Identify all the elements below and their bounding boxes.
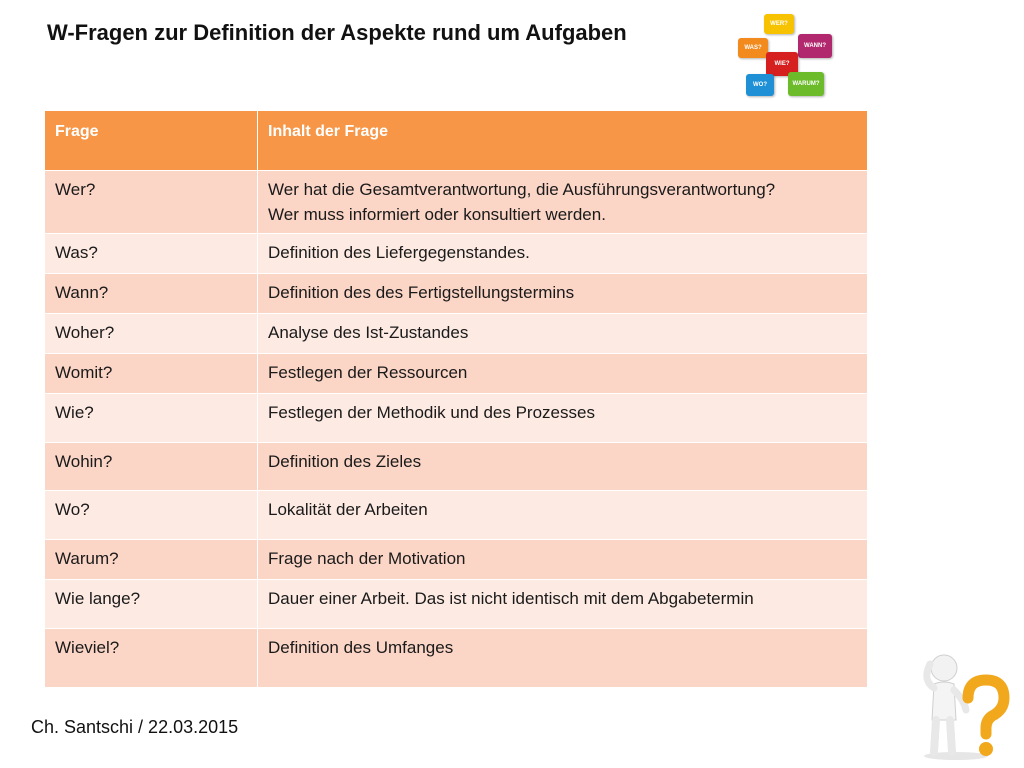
- question-cell: Wie lange?: [45, 580, 258, 629]
- questions-table: [44, 110, 868, 688]
- table-row: [45, 629, 868, 688]
- bubble-wann: WANN?: [798, 34, 832, 58]
- header-inhalt: Inhalt der Frage: [258, 111, 868, 171]
- table-row: [45, 443, 868, 491]
- content-cell: Wer hat die Gesamtverantwortung, die Ausführungsverantwortung? Wer muss informiert oder konsultiert werden.: [258, 171, 868, 234]
- content-cell: Definition des des Fertigstellungstermins: [258, 274, 868, 314]
- footer-author-date: Ch. Santschi / 22.03.2015: [31, 717, 239, 737]
- content-cell: Definition des Umfanges: [258, 629, 868, 688]
- question-cell: Wo?: [45, 491, 258, 540]
- question-cell: Wer?: [45, 171, 258, 234]
- bubble-wer: WER?: [764, 14, 794, 34]
- content-cell: Analyse des Ist-Zustandes: [258, 314, 868, 354]
- table-row: [45, 580, 868, 629]
- table-row: [45, 540, 868, 580]
- content-cell: Festlegen der Methodik und des Prozesses: [258, 394, 868, 443]
- table-row: [45, 354, 868, 394]
- question-cell: Wohin?: [45, 443, 258, 491]
- content-cell: Dauer einer Arbeit. Das ist nicht identisch mit dem Abgabetermin: [258, 580, 868, 629]
- table-header-row: [45, 111, 868, 171]
- question-cell: Wie?: [45, 394, 258, 443]
- bubble-warum: WARUM?: [788, 72, 824, 96]
- content-cell: Definition des Liefergegenstandes.: [258, 234, 868, 274]
- content-cell: Festlegen der Ressourcen: [258, 354, 868, 394]
- content-cell: Definition des Zieles: [258, 443, 868, 491]
- table-row: [45, 491, 868, 540]
- questions-table-container: [44, 110, 867, 688]
- question-cell: Womit?: [45, 354, 258, 394]
- thinking-figure-question-mark-icon: [916, 650, 1012, 760]
- table-row: [45, 314, 868, 354]
- table-row: [45, 274, 868, 314]
- question-cell: Wann?: [45, 274, 258, 314]
- content-cell: Frage nach der Motivation: [258, 540, 868, 580]
- table-row: [45, 234, 868, 274]
- header-frage: Frage: [45, 111, 258, 171]
- question-cell: Was?: [45, 234, 258, 274]
- content-cell: Lokalität der Arbeiten: [258, 491, 868, 540]
- question-cell: Warum?: [45, 540, 258, 580]
- question-speech-bubbles-icon: [736, 12, 836, 104]
- question-cell: Woher?: [45, 314, 258, 354]
- table-row: [45, 394, 868, 443]
- question-cell: Wieviel?: [45, 629, 258, 688]
- table-row: [45, 171, 868, 234]
- bubble-wo: WO?: [746, 74, 774, 96]
- bubble-wie: WIE?: [766, 52, 798, 76]
- bubble-was: WAS?: [738, 38, 768, 58]
- slide-title: W-Fragen zur Definition der Aspekte rund um Aufgaben: [47, 20, 627, 45]
